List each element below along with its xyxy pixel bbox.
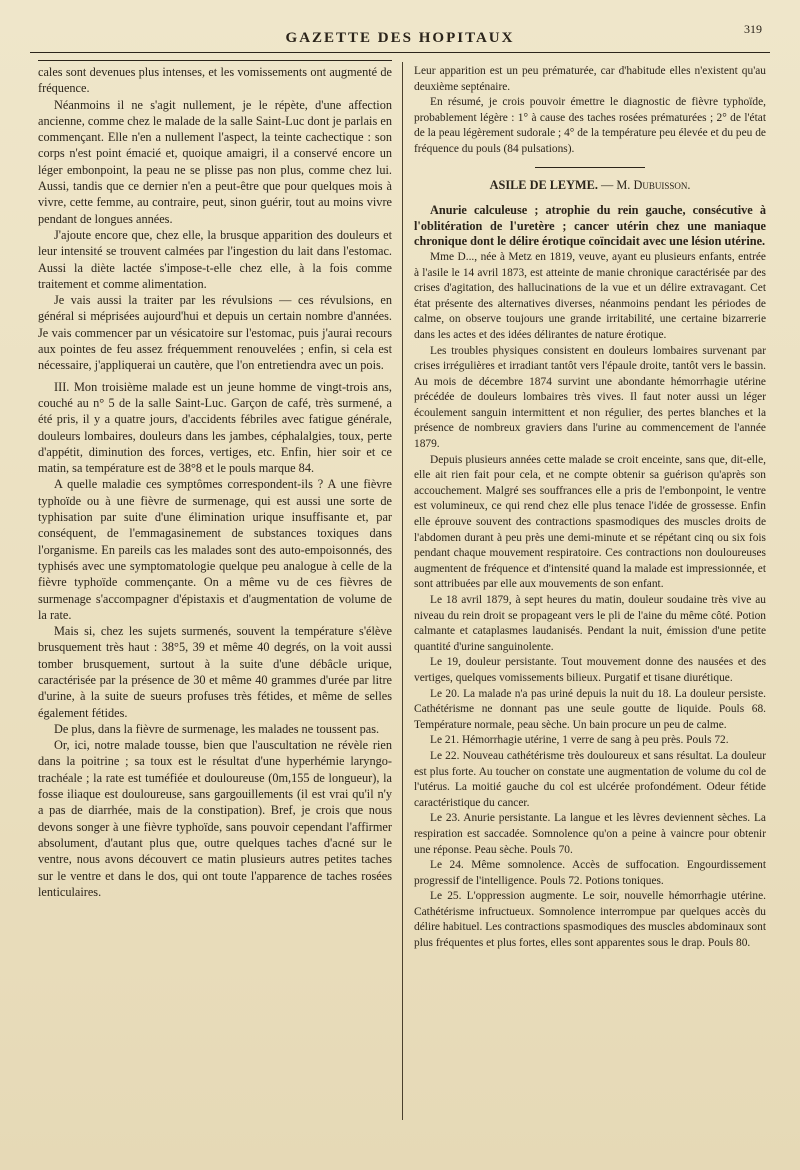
paragraph: III. Mon troisième malade est un jeune homme de vingt-trois ans, couché au n° 5 de la salle Saint-Luc. Garçon de café, très surmené, a été pris, il y a quatre jours, d'accidents fébriles avec fatigue générale, douleurs lombaires, douleurs dans les jambes, céphalalgies, toux, perte d'appétit, diminution des forces, vertiges, etc. Enfin, hier soir et ce matin, sa température est de 38°8 et le pouls marque 84. [38,379,392,476]
header-rule [30,52,770,53]
right-column [414,64,766,952]
paragraph: cales sont devenues plus intenses, et les vomissements ont augmenté de fréquence. [38,65,392,96]
section-heading [414,178,766,194]
paragraph: Le 20. La malade n'a pas uriné depuis la nuit du 18. La douleur persiste. Cathétérisme ne donnant pas une seule goutte de liquide. Pouls 68. Température normale, peau sèche. Un bain procure un peu de calme. [414,687,766,731]
column-divider [402,62,403,1120]
section-heading-title: ASILE DE LEYME. [489,177,598,192]
paragraph: En résumé, je crois pouvoir émettre le diagnostic de fièvre typhoïde, probablement légère : 1° à cause des taches rosées prématurées ; 2° de l'état de la peau légèrement sudorale ; 4° de la température peu élevée et du peu de fréquence du pouls (84 pulsations). [414,96,766,155]
case-title: Anurie calculeuse ; atrophie du rein gauche, consécutive à l'oblitération de l'uretère ; cancer utérin chez une maniaque chronique dont le délire érotique coïncidait avec une lésion utérine. [414,203,766,249]
paragraph: Leur apparition est un peu prématurée, car d'habitude elles n'existent qu'au deuxième septénaire. [414,65,766,93]
paragraph: Le 21. Hémorrhagie utérine, 1 verre de sang à peu près. Pouls 72. [430,734,729,747]
paragraph: Le 23. Anurie persistante. La langue et les lèvres deviennent sèches. La respiration est saccadée. Somnolence qu'on a peine à vaincre pour obtenir une réponse. Peau sèche. Pouls 70. [414,812,766,856]
paragraph: A quelle maladie ces symptômes correspondent-ils ? A une fièvre typhoïde ou à une fièvre de surmenage, qui est aussi une sorte de typhisation par suite d'une élimination urique insuffisante et, par conséquent, de l'emmagasinement de substances toxiques dans l'organisme. En pareils cas les malades sont des auto-empoisonnés, des typhisés avec une symptomatologie quelque peu analogue à celle de la fièvre typhoïde commençante. On a même vu de ces fièvres de surmenage s'accompagner d'épistaxis et d'augmentation de volume de la rate. [38,477,392,622]
paragraph: Le 24. Même somnolence. Accès de suffocation. Engourdissement progressif de l'intelligence. Pouls 72. Potions toniques. [414,859,766,887]
paragraph: J'ajoute encore que, chez elle, la brusque apparition des douleurs et leur intensité se trouvent calmées par l'ingestion du lait dans l'estomac. Aussi la diète lactée s'impose-t-elle chez elle, à la fois comme traitement et comme alimentation. [38,227,392,291]
journal-title: GAZETTE DES HOPITAUX [285,30,515,46]
section-heading-author: — M. Dubuisson. [600,177,691,192]
paragraph: Les troubles physiques consistent en douleurs lombaires survenant par crises irrégulières et irradiant tantôt vers l'épaule droite, tantôt vers le bassin. Au mois de décembre 1874 survint une abondante hémorrhagie utérine précédée de douleurs lombaires très vives. Il faut noter aussi un léger écoulement sanguin intermittent et non régulier, des pertes blanches et la présence de nombreux graviers dans l'urine au commencement de l'année 1879. [414,344,766,451]
paragraph: Le 18 avril 1879, à sept heures du matin, douleur soudaine très vive au niveau du rein droit se propageant vers le pli de l'aine du même côté. Potion calmante et cataplasmes laudanisés. Pendant la nuit, émission d'une petite quantité d'urine sanguinolente. [414,594,766,653]
paragraph: Mais si, chez les sujets surmenés, souvent la température s'élève brusquement très haut : 38°5, 39 et même 40 degrés, on la voit aussi tomber brusquement, surtout à la suite d'une débâcle urique, caractérisée par la présence de 30 et même 40 grammes d'urée par litre d'urine, à la suite de sueurs profuses très fétides, et même de selles également fétides. [38,624,392,720]
left-top-rule [38,60,392,61]
section-separator [535,167,645,168]
paragraph: Le 22. Nouveau cathétérisme très douloureux et sans résultat. La douleur est plus forte. Au toucher on constate une augmentation de volume du col de l'utérus. La moitié gauche du col est ulcérée profondément. Odeur fétide caractéristique du cancer. [414,749,766,809]
paragraph: Néanmoins il ne s'agit nullement, je le répète, d'une affection ancienne, comme chez le malade de la salle Saint-Luc dont je parlais en commençant. Elle n'en a nullement l'aspect, la teinte cachectique : son corps n'est point émacié et, quoique amaigri, il a conservé encore un léger embonpoint, la peau ne se plisse pas non plus, comme chez lui. Aussi, tandis que ce dernier n'en a peut-être que pour quelques mois à vivre, cette femme, au contraire, peut, sinon guérir, tout au moins vivre pendant de longues années. [38,97,392,226]
paragraph: De plus, dans la fièvre de surmenage, les malades ne toussent pas. [54,721,380,736]
paragraph: Mme D..., née à Metz en 1819, veuve, ayant eu plusieurs enfants, entrée à l'asile le 14 avril 1873, est atteinte de manie chronique caractérisée par des crises d'agitation, des hallucinations de la vue et un délire extravagant. Cet état présente des alternatives diverses, néanmoins pendant les périodes de calme, on observe toujours une grande irritabilité, une certaine bizarrerie dans les actes et des idées délirantes de nature érotique. [414,250,766,341]
paragraph: Depuis plusieurs années cette malade se croit enceinte, sans que, dit-elle, elle ait rien fait pour cela, et ne compte obtenir sa guérison qu'après son accouchement. Malgré ses souffrances elle a pris de l'embonpoint, le ventre est volumineux, ce qui rend chez elle plus tenace l'idée de grossesse. Enfin elle éprouve souvent des contractions spasmodiques des muscles droits de l'abdomen durant à peu près une demi-minute et se répétant cinq ou six fois pendant chaque mouvement respiratoire. Ces contractions non douloureuses augmentent de fréquence et d'intensité quand la malade est impressionnée, et sont attribuées par elle aux mouvements de son enfant. [414,453,766,591]
paragraph: Le 19, douleur persistante. Tout mouvement donne des nausées et des vertiges, quelques vomissements bilieux. Purgatif et tisane diurétique. [414,656,766,684]
paragraph: Je vais aussi la traiter par les révulsions — ces révulsions, en général si méprisées aujourd'hui et depuis un certain nombre d'années. Je vais commencer par un vésicatoire sur l'estomac, puis j'aurai recours aux pointes de feu assez fréquemment renouvelées ; enfin, si cela est nécessaire, j'appliquerai un cautère, que l'on entretiendra avec un pois. [38,293,392,373]
left-column [38,64,392,900]
page-number: 319 [744,22,762,36]
paragraph: Or, ici, notre malade tousse, bien que l'auscultation ne révèle rien dans la poitrine ; sa toux est le résultat d'une hyperhémie laryngo-trachéale ; la rate est tuméfiée et douloureuse (0m,155 de longueur), la fosse iliaque est douloureuse, sans gargouillements (il est vrai qu'il n'y a pas de diarrhée, mais de la constipation). Bref, je crois que nous devons songer à une fièvre typhoïde, sans pouvoir cependant l'affirmer absolument, d'autant plus que, outre quelques taches d'acné sur le ventre, nous avons découvert ce matin plusieurs autres petites taches sur le ventre et dans le dos, qui ont toute l'apparence de taches rosées lenticulaires. [38,738,392,899]
page-header [30,22,770,52]
paragraph: Le 25. L'oppression augmente. Le soir, nouvelle hémorrhagie utérine. Cathétérisme infructueux. Somnolence interrompue par quelques accès du délire habituel. Les contractions spasmodiques des muscles abdominaux sont plus fréquentes et plus fortes, elles sont apparentes sous le drap. Pouls 80. [414,890,766,950]
